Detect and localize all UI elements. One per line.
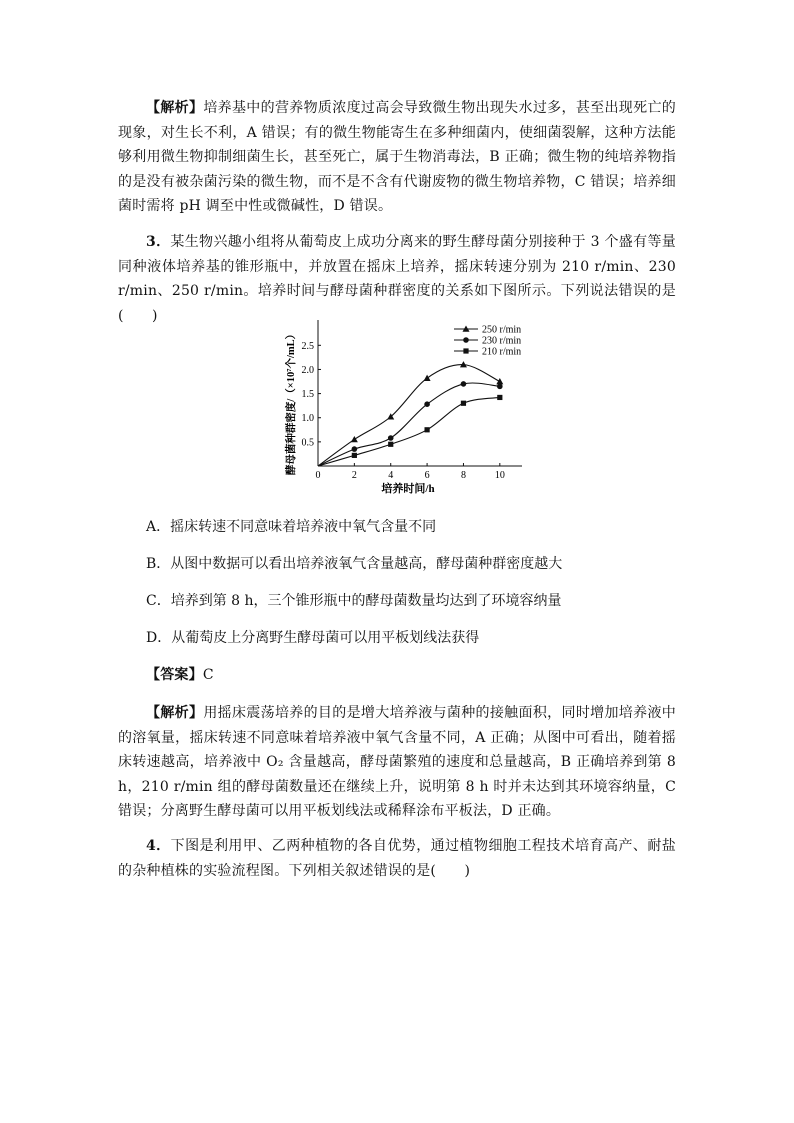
- analysis-paragraph-2: [118, 701, 676, 824]
- y-tick-label: 1.5: [301, 389, 314, 401]
- series-line: [318, 383, 500, 466]
- legend-marker: [463, 348, 468, 353]
- data-point: [351, 436, 358, 442]
- data-point: [352, 446, 358, 452]
- y-tick-label: 0.5: [301, 437, 314, 449]
- data-point: [424, 427, 429, 432]
- data-point: [388, 435, 394, 441]
- legend-label: 250 r/min: [482, 324, 522, 336]
- question-4-stem: [118, 834, 676, 883]
- y-tick-label: 2.5: [301, 340, 314, 352]
- data-point: [497, 384, 503, 390]
- question-text: 下图是利用甲、乙两种植物的各自优势，通过植物细胞工程技术培育高产、耐盐的杂种植株的实验流程图。下列相关叙述错误的是( ): [118, 838, 676, 879]
- data-point: [424, 375, 431, 381]
- option-b: B．从图中数据可以看出培养液氧气含量越高，酵母菌种群密度越大: [146, 556, 563, 572]
- chart-x-label: 培养时间/h: [381, 483, 435, 495]
- growth-chart: [282, 318, 552, 498]
- data-point: [388, 442, 393, 447]
- data-point: [424, 401, 430, 407]
- series-line: [318, 365, 500, 466]
- chart-ticks: [302, 341, 505, 481]
- analysis-paragraph-1: [118, 96, 676, 219]
- chart-legend: [454, 325, 521, 358]
- answer-line: [118, 663, 676, 688]
- x-tick-label: 6: [424, 470, 430, 481]
- question-text: 某生物兴趣小组将从葡萄皮上成功分离来的野生酵母菌分别接种于 3 个盛有等量同种液体培养基的锥形瓶中，并放置在摇床上培养，摇床转速分别为 210 r/min、230 r/min、250 r/min。培养时间与酵母菌种群密度的关系如下图所示。下列说法错误的是( ): [118, 234, 676, 324]
- analysis-text: 用摇床震荡培养的目的是增大培养液与菌种的接触面积，同时增加培养液中的溶氧量，摇床转速不同意味着培养液中氧气含量不同，A 正确；从图中可看出，随着摇床转速越高，培养液中 O₂ 含量越高，酵母菌繁殖的速度和总量越高，B 正确培养到第 8 h，210 r/min 组的酵母菌数量还在继续上升，说明第 8 h 时并未达到其环境容纳量，C 错误；分离野生酵母菌可以用平板划线法或稀释涂布平板法，D 正确。: [118, 705, 676, 819]
- data-point: [352, 453, 357, 458]
- x-tick-label: 0: [315, 470, 321, 481]
- option-d: D．从葡萄皮上分离野生酵母菌可以用平板划线法获得: [146, 630, 480, 646]
- question-number: 3．: [146, 234, 171, 250]
- option-c: C．培养到第 8 h，三个锥形瓶中的酵母菌数量均达到了环境容纳量: [146, 593, 562, 609]
- y-tick-label: 2.0: [301, 364, 314, 376]
- legend-label: 230 r/min: [482, 335, 522, 347]
- series-line: [318, 397, 500, 466]
- data-point: [497, 395, 502, 400]
- y-tick-label: 1.0: [301, 413, 314, 425]
- answer-value: C: [202, 667, 214, 683]
- answer-label: 【答案】: [146, 667, 203, 683]
- question-3-stem: [118, 230, 676, 328]
- series-square: [318, 395, 502, 466]
- x-tick-label: 2: [351, 470, 357, 481]
- x-tick-label: 10: [494, 470, 505, 481]
- chart-y-label: 酵母菌种群密度/（×10⁷个/mL）: [286, 328, 297, 476]
- analysis-label: 【解析】: [146, 705, 204, 721]
- series-circle: [318, 381, 503, 466]
- data-point: [496, 378, 503, 384]
- chart-series: [318, 361, 503, 466]
- analysis-text: 培养基中的营养物质浓度过高会导致微生物出现失水过多，甚至出现死亡的现象，对生长不利，A 错误；有的微生物能寄生在多种细菌内，使细菌裂解，这种方法能够利用微生物抑制细菌生长，甚至死亡，属于生物消毒法，B 正确；微生物的纯培养物指的是没有被杂菌污染的微生物，而不是不含有代谢废物的微生物培养物，C 错误；培养细菌时需将 pH 调至中性或微碱性，D 错误。: [118, 100, 676, 214]
- option-a: A．摇床转速不同意味着培养液中氧气含量不同: [146, 519, 437, 535]
- legend-marker: [463, 337, 469, 343]
- x-tick-label: 4: [388, 470, 394, 481]
- data-point: [461, 401, 466, 406]
- question-number: 4．: [146, 838, 171, 854]
- x-tick-label: 8: [460, 470, 466, 481]
- series-triangle: [318, 361, 503, 466]
- legend-label: 210 r/min: [482, 346, 522, 358]
- data-point: [461, 381, 467, 387]
- analysis-label: 【解析】: [146, 100, 204, 116]
